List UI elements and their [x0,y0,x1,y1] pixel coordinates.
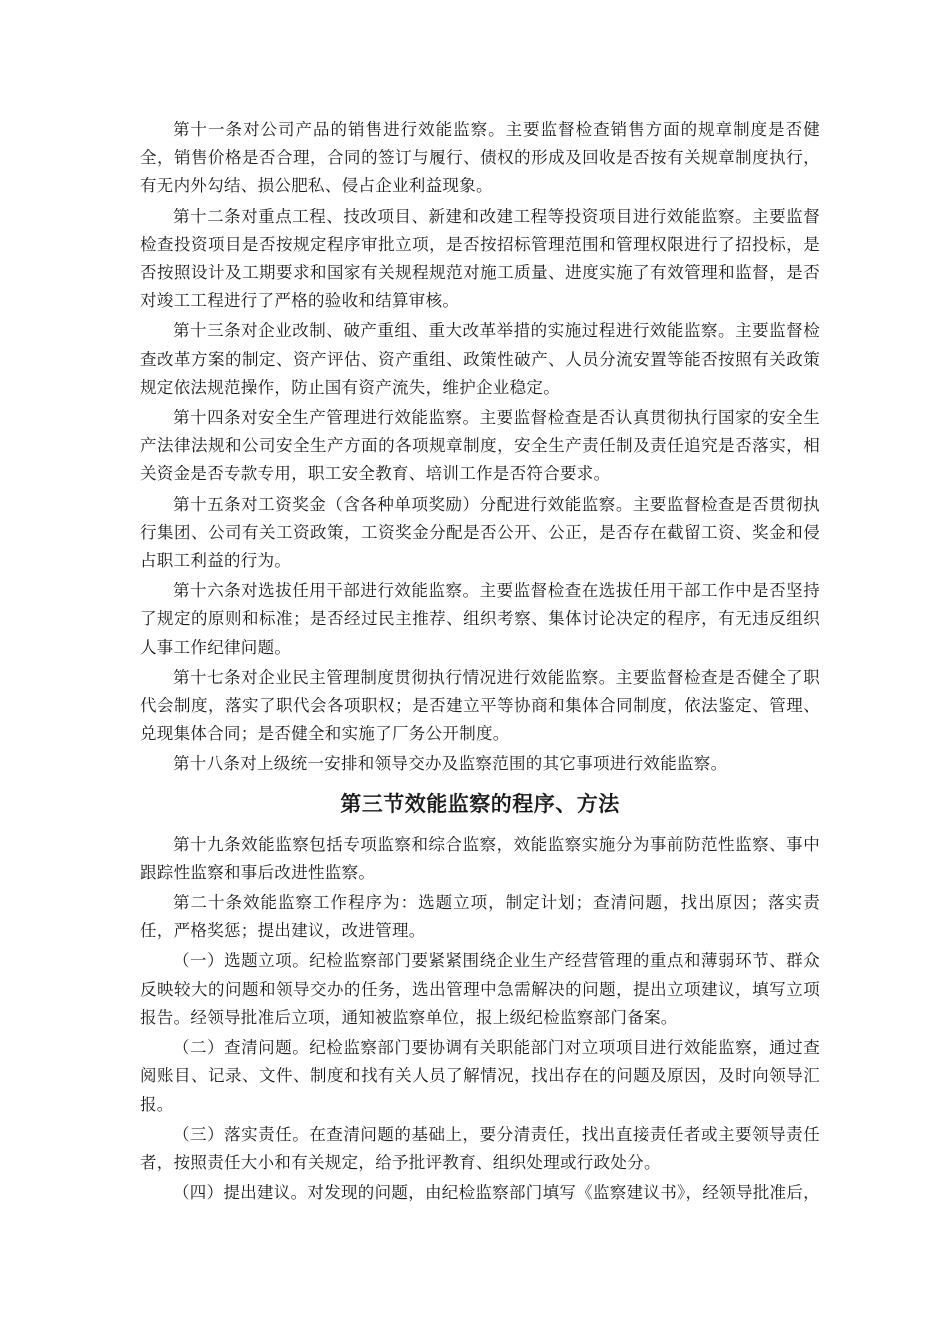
article-20-paragraph: 第二十条效能监察工作程序为：选题立项，制定计划；查清问题，找出原因；落实责任，严格奖惩；提出建议，改进管理。 [140,893,820,941]
article-18-paragraph: 第十八条对上级统一安排和领导交办及监察范围的其它事项进行效能监察。 [173,754,728,774]
section-heading: 第三节效能监察的程序、方法 [340,791,620,816]
article-13-paragraph: 第十三条对企业改制、破产重组、重大改革举措的实施过程进行效能监察。主要监督检查改革方案的制定、资产评估、资产重组、政策性破产、人员分流安置等能否按照有关政策规定依法规范操作，防止国有资产流失，维护企业稳定。 [140,321,820,397]
procedure-item-4: （四）提出建议。对发现的问题，由纪检监察部门填写《监察建议书》，经领导批准后， [173,1183,820,1203]
procedure-item-1: （一）选题立项。纪检监察部门要紧紧围绕企业生产经营管理的重点和薄弱环节、群众反映较大的问题和领导交办的任务，选出管理中急需解决的问题，提出立项建议，填写立项报告。经领导批准后立项，通知被监察单位，报上级纪检监察部门备案。 [140,951,820,1027]
article-14-paragraph: 第十四条对安全生产管理进行效能监察。主要监督检查是否认真贯彻执行国家的安全生产法律法规和公司安全生产方面的各项规章制度，安全生产责任制及责任追究是否落实，相关资金是否专款专用，职工安全教育、培训工作是否符合要求。 [140,408,820,484]
article-17-paragraph: 第十七条对企业民主管理制度贯彻执行情况进行效能监察。主要监督检查是否健全了职代会制度，落实了职代会各项职权；是否建立平等协商和集体合同制度，依法鉴定、管理、兑现集体合同；是否健全和实施了厂务公开制度。 [140,667,820,744]
article-15-paragraph: 第十五条对工资奖金（含各种单项奖励）分配进行效能监察。主要监督检查是否贯彻执行集团、公司有关工资政策，工资奖金分配是否公开、公正，是否存在截留工资、奖金和侵占职工利益的行为。 [140,494,820,571]
article-19-paragraph: 第十九条效能监察包括专项监察和综合监察，效能监察实施分为事前防范性监察、事中跟踪性监察和事后改进性监察。 [140,834,820,882]
procedure-item-2: （二）查清问题。纪检监察部门要协调有关职能部门对立项项目进行效能监察，通过查阅账目、记录、文件、制度和找有关人员了解情况，找出存在的问题及原因，及时向领导汇报。 [140,1038,820,1114]
article-11-paragraph: 第十一条对公司产品的销售进行效能监察。主要监督检查销售方面的规章制度是否健全，销售价格是否合理，合同的签订与履行、债权的形成及回收是否按有关规章制度执行，有无内外勾结、损公肥私、侵占企业利益现象。 [140,120,820,196]
procedure-item-3: （三）落实责任。在查清问题的基础上，要分清责任，找出直接责任者或主要领导责任者，按照责任大小和有关规定，给予批评教育、组织处理或行政处分。 [140,1124,820,1172]
document-page [140,116,820,1209]
article-16-paragraph: 第十六条对选拔任用干部进行效能监察。主要监督检查在选拔任用干部工作中是否坚持了规定的原则和标准；是否经过民主推荐、组织考察、集体讨论决定的程序，有无违反组织人事工作纪律问题。 [140,581,820,657]
article-12-paragraph: 第十二条对重点工程、技改项目、新建和改建工程等投资项目进行效能监察。主要监督检查投资项目是否按规定程序审批立项，是否按招标管理范围和管理权限进行了招投标，是否按照设计及工期要求和国家有关规程规范对施工质量、进度实施了有效管理和监督，是否对竣工工程进行了严格的验收和结算审核。 [140,206,820,311]
